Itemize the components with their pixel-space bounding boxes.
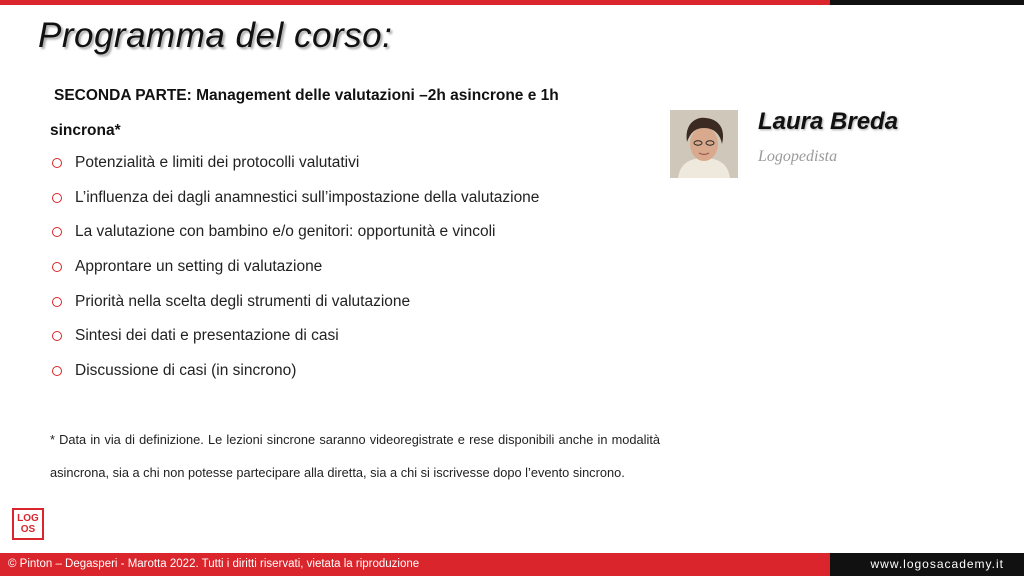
topic-list xyxy=(50,146,539,388)
logos-logo xyxy=(12,508,44,540)
list-item xyxy=(50,319,539,354)
logo-text-line2: OS xyxy=(20,524,36,535)
bullet-circle-icon xyxy=(52,366,62,376)
top-accent-bar-red xyxy=(0,0,830,5)
bullet-circle-icon xyxy=(52,331,62,341)
list-item xyxy=(50,215,539,250)
list-item-text: La valutazione con bambino e/o genitori: opportunità e vincoli xyxy=(75,223,496,241)
list-item xyxy=(50,181,539,216)
list-item-text: L’influenza dei dagli anamnestici sull’impostazione della valutazione xyxy=(75,188,540,206)
speaker-role: Logopedista xyxy=(758,148,838,165)
list-item xyxy=(50,284,539,319)
footnote: * Data in via di definizione. Le lezioni sincrone saranno videoregistrate e rese disponibili anche in modalità asincrona, sia a chi non potesse partecipare alla diretta, sia a chi si iscrivesse dopo l’evento sincrono. xyxy=(50,432,660,480)
bullet-circle-icon xyxy=(52,193,62,203)
bullet-circle-icon xyxy=(52,227,62,237)
slide-title: Programma del corso: xyxy=(38,16,393,55)
speaker-photo xyxy=(670,110,738,178)
footer-copyright: © Pinton – Degasperi - Marotta 2022. Tutti i diritti riservati, vietata la riproduzione xyxy=(0,553,830,576)
section-heading xyxy=(50,78,630,148)
list-item xyxy=(50,146,539,181)
list-item-text: Priorità nella scelta degli strumenti di valutazione xyxy=(75,292,411,310)
list-item xyxy=(50,354,539,389)
section-heading-line1: SECONDA PARTE: Management delle valutazioni –2h asincrone e 1h xyxy=(54,87,559,104)
bullet-circle-icon xyxy=(52,158,62,168)
footer-website: www.logosacademy.it xyxy=(830,553,1024,576)
section-heading-line2: sincrona* xyxy=(50,122,121,139)
list-item-text: Discussione di casi (in sincrono) xyxy=(75,361,297,379)
speaker-name: Laura Breda xyxy=(758,108,899,135)
bullet-circle-icon xyxy=(52,297,62,307)
list-item-text: Sintesi dei dati e presentazione di casi xyxy=(75,327,339,345)
list-item xyxy=(50,250,539,285)
list-item-text: Potenzialità e limiti dei protocolli valutativi xyxy=(75,154,360,172)
list-item-text: Approntare un setting di valutazione xyxy=(75,258,323,276)
top-accent-bar-black xyxy=(830,0,1024,5)
bullet-circle-icon xyxy=(52,262,62,272)
logo-text-line1: LOG xyxy=(17,513,39,524)
